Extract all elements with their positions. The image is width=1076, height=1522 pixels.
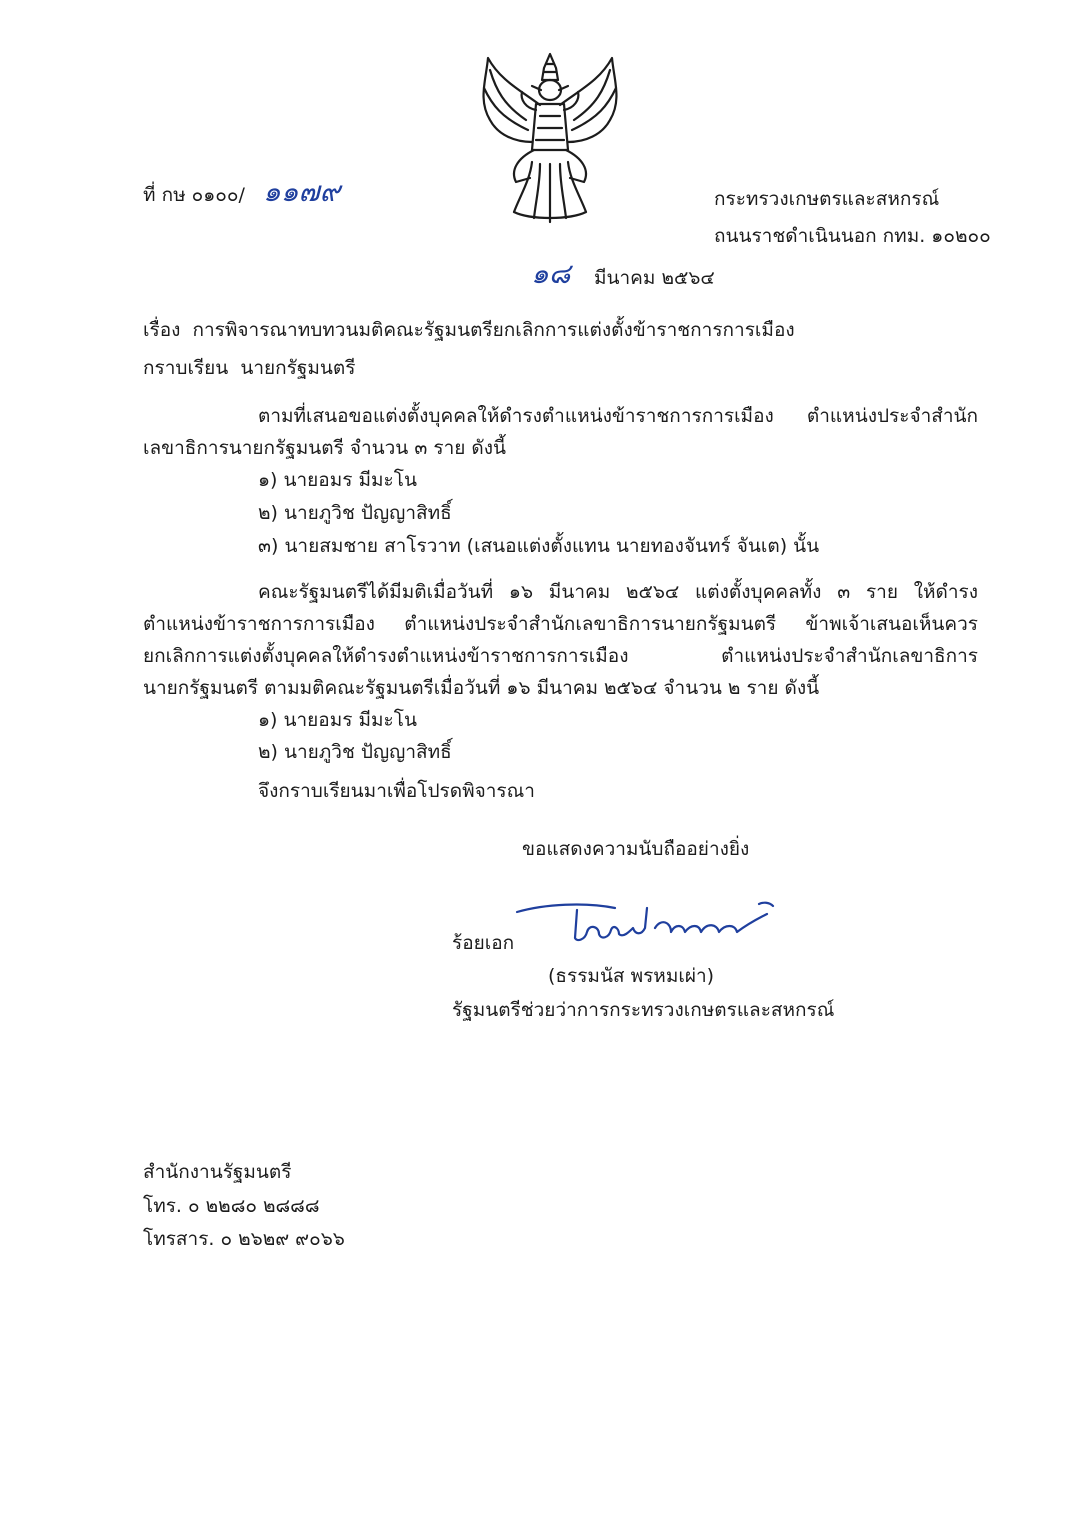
signatory-name: (ธรรมนัส พรหมเผ่า): [548, 965, 715, 987]
salutation-label: กราบเรียน: [143, 357, 229, 379]
list-item: ๑) นายอมร มีมะโน: [258, 469, 417, 491]
date-day-handwritten: ๑๘: [531, 257, 571, 290]
closing-regards: ขอแสดงความนับถืออย่างยิ่ง: [522, 838, 750, 860]
ministry-name: กระทรวงเกษตรและสหกรณ์: [714, 188, 940, 210]
paragraph-1-line-2: เลขาธิการนายกรัฐมนตรี จำนวน ๓ ราย ดังนี้: [143, 437, 507, 459]
paragraph-2-line-4: นายกรัฐมนตรี ตามมติคณะรัฐมนตรีเมื่อวันที่ ๑๖ มีนาคม ๒๕๖๔ จำนวน ๒ ราย ดังนี้: [143, 677, 820, 699]
signatory-position: รัฐมนตรีช่วยว่าการกระทรวงเกษตรและสหกรณ์: [452, 999, 835, 1021]
paragraph-2-line-1: คณะรัฐมนตรีได้มีมติเมื่อวันที่ ๑๖ มีนาคม ๒๕๖๔ แต่งตั้งบุคคลทั้ง ๓ ราย ให้ดำรง: [258, 581, 978, 603]
salutation-recipient: นายกรัฐมนตรี: [240, 357, 356, 379]
ministry-address: ถนนราชดำเนินนอก กทม. ๑๐๒๐๐: [714, 225, 991, 247]
salutation: [143, 356, 355, 380]
signature-icon: [515, 898, 795, 958]
paragraph-1-line-1: ตามที่เสนอขอแต่งตั้งบุคคลให้ดำรงตำแหน่งข้าราชการการเมือง ตำแหน่งประจำสำนัก: [258, 405, 978, 427]
subject-text: การพิจารณาทบทวนมติคณะรัฐมนตรียกเลิกการแต่งตั้งข้าราชการการเมือง: [192, 319, 795, 341]
footer-office: สำนักงานรัฐมนตรี: [143, 1161, 292, 1183]
signatory-rank: ร้อยเอก: [452, 932, 515, 954]
list-item: ๓) นายสมชาย สาโรวาท (เสนอแต่งตั้งแทน นายทองจันทร์ จันเต) นั้น: [258, 535, 820, 557]
paragraph-2-line-2: ตำแหน่งข้าราชการการเมือง ตำแหน่งประจำสำนักเลขาธิการนายกรัฐมนตรี ข้าพเจ้าเสนอเห็นควร: [143, 613, 978, 635]
reference-prefix: ที่ กษ ๐๑๐๐/: [143, 184, 245, 206]
subject-line: [143, 318, 795, 342]
list-item: ๒) นายภูวิช ปัญญาสิทธิ์: [258, 502, 452, 524]
subject-label: เรื่อง: [143, 319, 181, 341]
paragraph-2-line-3: ยกเลิกการแต่งตั้งบุคคลให้ดำรงตำแหน่งข้าราชการการเมือง ตำแหน่งประจำสำนักเลขาธิการ: [143, 645, 978, 667]
date-month-year: มีนาคม ๒๕๖๔: [594, 267, 715, 289]
reference-number-handwritten: ๑๑๗๙: [263, 175, 341, 208]
list-item: ๒) นายภูวิช ปัญญาสิทธิ์: [258, 741, 452, 763]
list-item: ๑) นายอมร มีมะโน: [258, 709, 417, 731]
footer-phone: โทร. ๐ ๒๒๘๐ ๒๘๘๘: [143, 1195, 320, 1217]
footer-fax: โทรสาร. ๐ ๒๖๒๙ ๙๐๖๖: [143, 1228, 345, 1250]
garuda-emblem-icon: [470, 50, 630, 225]
closing-request: จึงกราบเรียนมาเพื่อโปรดพิจารณา: [258, 780, 535, 802]
